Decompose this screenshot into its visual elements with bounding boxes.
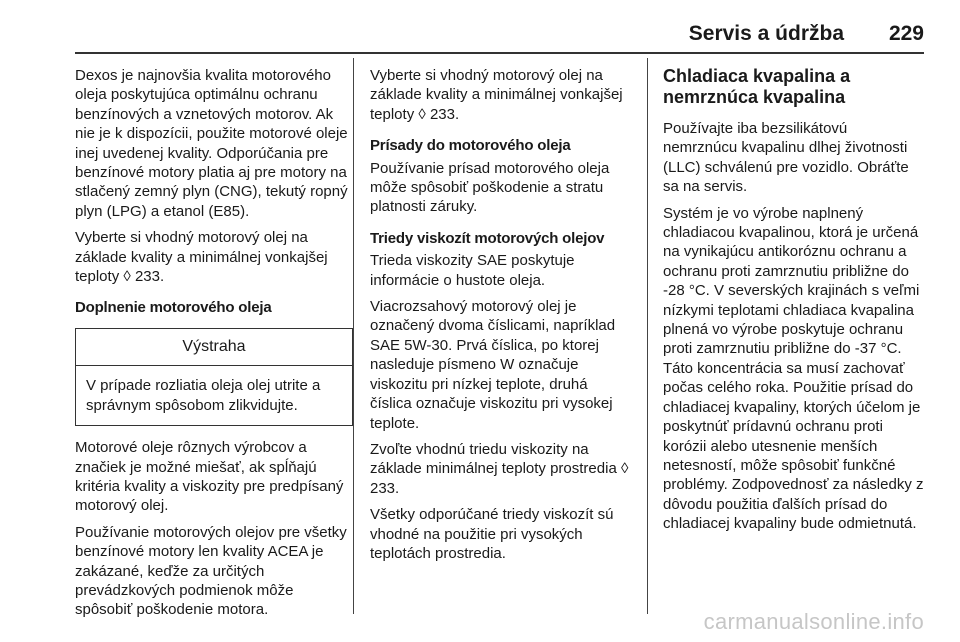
section-heading-coolant: Chladiaca kvapalina a nemrznúca kvapalina xyxy=(663,66,851,107)
paragraph-select-oil-2: Vyberte si vhodný motorový olej na základe kvality a minimálnej vonkajšej teploty ◊ 233. xyxy=(370,67,623,123)
column-divider-1 xyxy=(353,58,354,614)
column-2 xyxy=(370,66,632,570)
paragraph-oil-mixing: Motorové oleje rôznych výrobcov a značiek je možné miešať, ak spĺňajú kritéria kvality a viskozity pre predpísaný motorový olej. xyxy=(75,439,344,515)
header-rule xyxy=(75,52,924,54)
paragraph-sae-class: Trieda viskozity SAE poskytuje informácie o hustote oleja. xyxy=(370,252,575,289)
paragraph-high-temp: Všetky odporúčané triedy viskozít sú vhodné na použitie pri vysokých teplotách prostredia. xyxy=(370,506,614,562)
paragraph-coolant-type: Používajte iba bezsilikátovú nemrznúcu kvapalinu dlhej životnosti (LLC) schválenú pre vozidlo. Obráťte sa na servis. xyxy=(663,120,909,196)
column-1 xyxy=(75,66,353,627)
paragraph-dexos: Dexos je najnovšia kvalita motorového oleja poskytujúca optimálnu ochranu benzínových a vznetových motorov. Ak nie je k dispozícii, použite motorové oleje inej uvedenej kvality. Odporúčania pre benzínové motory platia aj pre motory na stlačený zemný plyn (CNG), tekutý ropný plyn (LPG) a etanol (E85). xyxy=(75,67,348,220)
subheading-oil-refill: Doplnenie motorového oleja xyxy=(75,299,272,317)
warning-box xyxy=(75,328,353,426)
paragraph-choose-viscosity: Zvoľte vhodnú triedu viskozity na základe minimálnej teploty prostredia ◊ 233. xyxy=(370,440,629,497)
page-header-title: Servis a údržba xyxy=(688,22,844,45)
column-3 xyxy=(663,66,925,541)
column-divider-2 xyxy=(647,58,648,614)
warning-text: V prípade rozliatia oleja olej utrite a správnym spôsobom zlikvidujte. xyxy=(86,377,321,414)
paragraph-additives: Používanie prísad motorového oleja môže spôsobiť poškodenie a stratu platnosti záruky. xyxy=(370,159,610,216)
paragraph-multigrade: Viacrozsahový motorový olej je označený dvoma číslicami, napríklad SAE 5W-30. Prvá číslica, po ktorej nasleduje písmeno W označuje viskozitu pri nízkej teplote, druhá číslica označuje viskozitu pri vysokej teplote. xyxy=(370,298,616,432)
warning-title: Výstraha xyxy=(76,329,352,366)
paragraph-select-oil: Vyberte si vhodný motorový olej na základe kvality a minimálnej vonkajšej teploty ◊ 233. xyxy=(75,229,328,286)
subheading-oil-additives: Prísady do motorového oleja xyxy=(370,137,571,155)
paragraph-acea-oils: Používanie motorových olejov pre všetky benzínové motory len kvality ACEA je zakázané, keďže za určitých prevádzkových podmienok môže spôsobiť poškodenie motora. xyxy=(75,523,347,619)
paragraph-coolant-protection: Systém je vo výrobe naplnený chladiacou kvapalinou, ktorá je určená na vynikajúcu antikoróznu ochranu a ochranu proti zamrznutiu približne do -28 °C. V severských krajinách s veľmi nízkymi teplotami chladiaca kvapalina plnená vo výrobe poskytuje ochranu proti zamrznutiu približne do -37 °C. Táto koncentrácia sa musí zachovať počas celého roka. Použitie prísad do chladiacej kvapaliny, ktorých účelom je poskytnúť prídavnú ochranu proti korózii alebo utesnenie menších netesností, môže spôsobiť funkčné problémy. Zodpovednosť za následky z dôvodu použitia ďalších prísad do chladiacej kvapaliny bude odmietnutá. xyxy=(663,204,924,533)
page-number: 229 xyxy=(888,22,924,45)
watermark-text: carmanualsonline.info xyxy=(703,609,924,634)
subheading-viscosity-grades: Triedy viskozít motorových olejov xyxy=(370,229,605,247)
